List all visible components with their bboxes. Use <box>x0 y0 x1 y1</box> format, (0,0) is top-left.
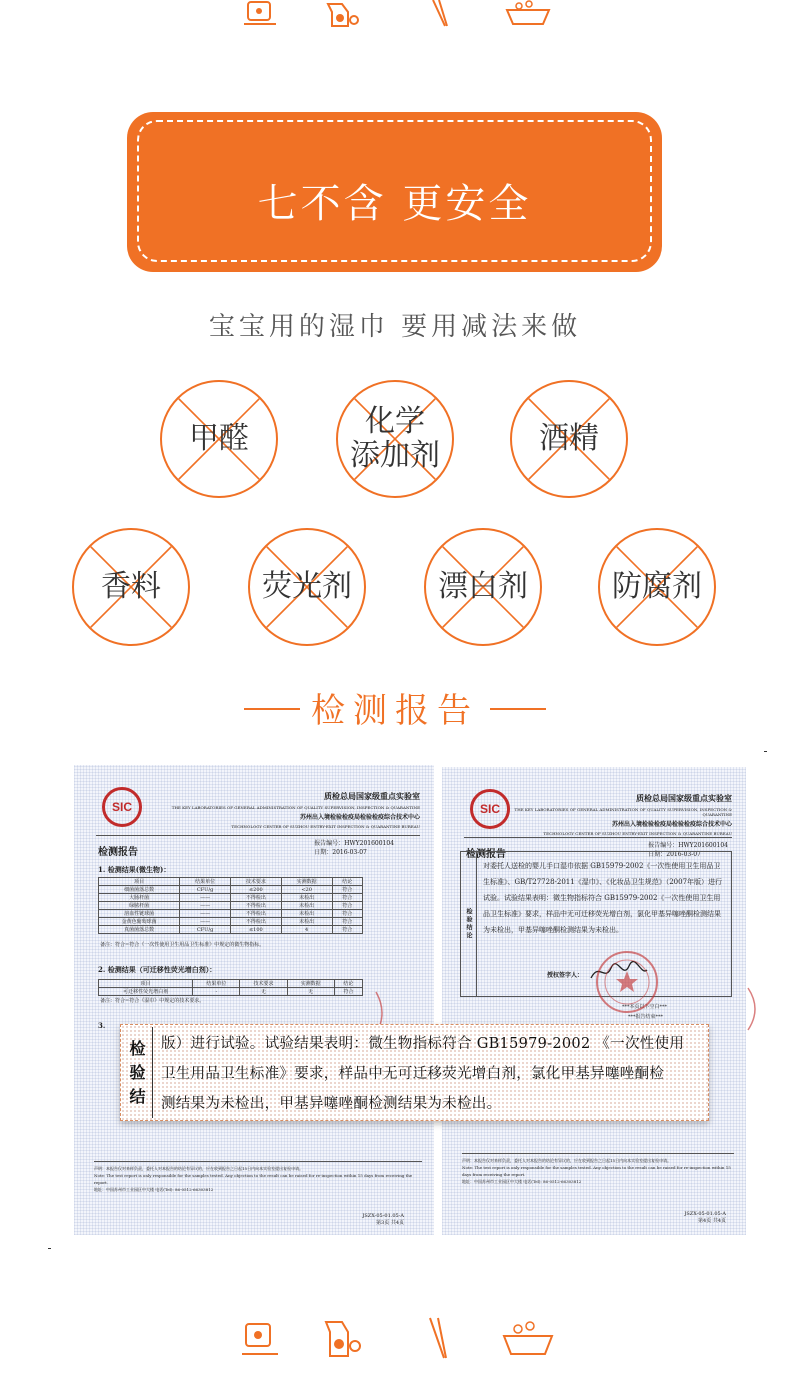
table-cell: 细菌菌落总数 <box>99 886 180 894</box>
subtitle: 宝宝用的湿巾 要用减法来做 <box>208 312 582 342</box>
report-heading: 检测报告 <box>466 849 506 860</box>
table-header-row <box>99 878 363 886</box>
no-fragrance-badge <box>72 528 190 646</box>
table-header-cell: 技术要求 <box>240 980 287 988</box>
lab-center-cn: 苏州出入境检验检疫局检验检疫综合技术中心 <box>611 821 732 828</box>
table-cell: 符合 <box>332 902 363 910</box>
badge-label <box>600 530 714 644</box>
no-formaldehyde-badge <box>160 380 278 498</box>
lab-name-en: THE KEY LABORATORIES OF GENERAL ADMINISTRATION OF QUALITY SUPERVISION, INSPECTION & QUARANTINE <box>171 805 420 810</box>
table-cell: 符合 <box>334 988 362 996</box>
table-cell: ≤100 <box>230 926 281 934</box>
table-cell: 符合 <box>332 918 363 926</box>
side-char: 结 <box>129 1086 146 1106</box>
bathtub-icon <box>502 1320 554 1360</box>
report-date: 日期：2016-03-07 <box>648 851 701 858</box>
spray-bottle-icon <box>320 1316 364 1360</box>
lab-logo-icon: SIC <box>470 789 510 829</box>
badge-label-line-1: 化学 <box>365 404 425 439</box>
banner-title: 七不含 更安全 <box>257 181 532 227</box>
report-number: 报告编号：HWY201600104 <box>648 842 728 849</box>
table-1-note: 备注：符合=符合《一次性使用卫生用品卫生标准》中规定的微生物指标。 <box>100 942 265 948</box>
lab-center-en: TECHNOLOGY CENTER OF SUZHOU ENTRY-EXIT INSPECTION & QUARANTINE BUREAU <box>543 831 732 836</box>
table-cell: —— <box>180 918 231 926</box>
table-header-cell: 项目 <box>99 980 193 988</box>
no-alcohol-badge <box>510 380 628 498</box>
table-row <box>99 926 363 934</box>
table-cell: 大肠杆菌 <box>99 894 180 902</box>
table-header-cell: 技术要求 <box>230 878 281 886</box>
table-cell: 真菌菌落总数 <box>99 926 180 934</box>
no-chemical-additive-badge <box>336 380 454 498</box>
table-cell: <20 <box>281 886 332 894</box>
section-title: 检测报告 <box>311 691 479 731</box>
table-cell: 未检出 <box>281 894 332 902</box>
table-header-cell: 实测数据 <box>281 878 332 886</box>
table-cell: 无 <box>240 988 287 996</box>
report-date: 日期：2016-03-07 <box>314 849 367 856</box>
no-preservative-badge <box>598 528 716 646</box>
lab-name-cn: 质检总局国家级重点实验室 <box>636 793 732 803</box>
table-cell: 不得检出 <box>230 894 281 902</box>
tweezers-icon <box>425 0 455 28</box>
footer-address: 地址：中国苏州市工业园区中大楼 电话(Tel): 86-0512-66303812 <box>94 1187 214 1192</box>
table-header-cell: 结论 <box>334 980 362 988</box>
tweezers-icon <box>424 1316 454 1360</box>
badge-label <box>162 382 276 496</box>
table-row <box>99 918 363 926</box>
table-cell: 绿脓杆菌 <box>99 902 180 910</box>
badge-label-line-1: 香料 <box>101 569 161 604</box>
side-char: 验 <box>129 1062 146 1082</box>
report-meta <box>314 839 394 857</box>
bathtub-icon <box>505 0 551 28</box>
lab-name-en: THE KEY LABORATORIES OF GENERAL ADMINISTRATION OF QUALITY SUPERVISION, INSPECTION & QUARANTINE <box>514 807 732 817</box>
header-rule <box>96 835 420 836</box>
table-cell: 4 <box>281 926 332 934</box>
kettle-icon <box>238 1316 282 1360</box>
lab-logo-icon: SIC <box>102 787 142 827</box>
table-cell: ≤200 <box>230 886 281 894</box>
edge-seal-right-icon <box>746 984 764 1034</box>
footer-en: Note: The test report is only responsible for the samples tested. Any objection to the result can be raised for re-inspection within 15 days from receiving the report. <box>462 1165 731 1177</box>
table-cell: CFU/g <box>180 886 231 894</box>
table-header-cell: 实测数据 <box>287 980 334 988</box>
table-cell: —— <box>180 910 231 918</box>
lab-center-cn: 苏州出入境检验检疫局检验检疫综合技术中心 <box>299 814 420 821</box>
badge-label <box>74 530 188 644</box>
footer-rule <box>94 1161 422 1162</box>
badge-label <box>512 382 626 496</box>
page-number <box>684 1211 726 1225</box>
table-cell: 未检出 <box>281 918 332 926</box>
lab-name <box>170 791 420 829</box>
footer-rule <box>462 1153 734 1154</box>
footer-cn: 声明：本报告仅对来样负责，委托人对本报告的结论有异议的，应在收到报告之日起15日内向本实验室提出复检申请。 <box>94 1166 304 1171</box>
table-cell: - <box>193 988 240 996</box>
lab-name-cn: 质检总局国家级重点实验室 <box>324 791 420 801</box>
brightener-results-table <box>98 979 363 996</box>
section-line-right <box>490 708 546 710</box>
footer-address: 地址：中国苏州市工业园区中大楼 电话(Tel): 86-0512-66303812 <box>462 1179 582 1184</box>
table-cell: 符合 <box>332 926 363 934</box>
table-header-cell: 结果单位 <box>193 980 240 988</box>
form-number: JSZX-05-01.05-A <box>362 1213 404 1219</box>
section-1-label: 1. 检测结果(微生物)： <box>98 865 171 874</box>
table-header-cell: 项目 <box>99 878 180 886</box>
magnified-text <box>161 1029 704 1119</box>
table-cell: 不得检出 <box>230 910 281 918</box>
table-header-cell: 结论 <box>332 878 363 886</box>
badge-label <box>426 530 540 644</box>
official-seal-icon <box>592 947 662 1017</box>
magnified-line-1: 版）进行试验。试验结果表明：微生物指标符合 GB15979-2002 《一次性使用 <box>161 1036 685 1052</box>
report-heading: 检测报告 <box>98 847 138 858</box>
table-row <box>99 988 363 996</box>
footer-en: Note: The test report is only responsible for the samples tested. Any objection to the result can be raised for re-inspection within 15 days from receiving the report. <box>94 1173 413 1185</box>
conclusion-side-label: 检验结论 <box>461 852 477 996</box>
table-cell: 不得检出 <box>230 902 281 910</box>
microbe-results-table <box>98 877 363 934</box>
spray-bottle-icon <box>322 0 362 28</box>
badge-label <box>250 530 364 644</box>
badge-label-line-2: 添加剂 <box>350 438 440 473</box>
form-number: JSZX-05-01.05-A <box>684 1211 726 1217</box>
kettle-icon <box>240 0 280 28</box>
table-cell: 可迁移性荧光增白剂 <box>99 988 193 996</box>
table-cell: —— <box>180 894 231 902</box>
table-cell: 符合 <box>332 910 363 918</box>
table-row <box>99 910 363 918</box>
badge-label-line-1: 酒精 <box>539 421 599 456</box>
report-footer <box>94 1165 422 1193</box>
table-row <box>99 886 363 894</box>
side-char: 检 <box>129 1038 146 1058</box>
no-fluorescent-agent-badge <box>248 528 366 646</box>
magnified-conclusion <box>120 1024 709 1121</box>
no-bleach-badge <box>424 528 542 646</box>
top-decoration <box>0 0 790 40</box>
table-cell: —— <box>180 902 231 910</box>
magnified-side-label <box>123 1027 153 1118</box>
signer-label: 授权签字人： <box>547 972 584 979</box>
report-footer <box>462 1157 734 1185</box>
table-header-row <box>99 980 363 988</box>
table-cell: 符合 <box>332 886 363 894</box>
table-cell: 溶血性链球菌 <box>99 910 180 918</box>
table-cell: 金黄色葡萄球菌 <box>99 918 180 926</box>
blank-below-note: ***本页以下空白*** <box>622 1004 668 1010</box>
badge-label-line-1: 荧光剂 <box>262 569 352 604</box>
badge-label-line-1: 防腐剂 <box>612 569 702 604</box>
page-number <box>362 1213 404 1227</box>
headline-banner <box>127 112 662 272</box>
badge-label <box>338 382 452 496</box>
magnified-line-3: 测结果为未检出，甲基异噻唑酮检测结果为未检出。 <box>161 1096 502 1112</box>
magnified-line-2: 卫生用品卫生标准》要求，样品中无可迁移荧光增白剂，氯化甲基异噻唑酮检 <box>161 1066 665 1082</box>
badge-label-line-1: 漂白剂 <box>438 569 528 604</box>
section-3-label: 3. <box>98 1021 106 1030</box>
page-count: 第3页 共4页 <box>376 1220 404 1226</box>
report-number: 报告编号：HWY201600104 <box>314 840 394 847</box>
footer-cn: 声明：本报告仅对来样负责，委托人对本报告的结论有异议的，应在收到报告之日起15日内向本实验室提出复检申请。 <box>462 1158 672 1163</box>
test-report-area <box>44 748 764 1258</box>
table-row <box>99 902 363 910</box>
conclusion-text: 对委托人送检的婴儿手口湿巾依据 GB15979-2002《一次性使用卫生用品卫生标准》、GB/T27728-2011《湿巾》、《化妆品卫生规范》（2007年版）进行试验。试验结果表明：微生物指标符合 GB15979-2002《一次性使用卫生用品卫生标准》要求，样品中无可迁移荧光增白剂，氯化甲基异噻唑酮检测结果为未检出，甲基异噻唑酮检测结果为未检出。 <box>483 862 723 934</box>
lab-name <box>512 793 732 836</box>
table-cell: 不得检出 <box>230 918 281 926</box>
table-cell: 无 <box>287 988 334 996</box>
table-cell: 符合 <box>332 894 363 902</box>
report-end-note: ***报告结束*** <box>628 1014 664 1020</box>
badge-label-line-1: 甲醛 <box>189 421 249 456</box>
header-rule <box>464 837 732 838</box>
table-header-cell: 结果单位 <box>180 878 231 886</box>
table-row <box>99 894 363 902</box>
table-cell: 未检出 <box>281 902 332 910</box>
page-count: 第4页 共4页 <box>698 1218 726 1224</box>
table-2-note: 备注：符合=符合《湿巾》中规定的技术要求。 <box>100 998 205 1004</box>
section-2-label: 2. 检测结果（可迁移性荧光增白剂）： <box>98 965 217 974</box>
lab-center-en: TECHNOLOGY CENTER OF SUZHOU ENTRY-EXIT INSPECTION & QUARANTINE BUREAU <box>231 824 420 829</box>
table-cell: 未检出 <box>281 910 332 918</box>
table-cell: CFU/g <box>180 926 231 934</box>
report-page-right <box>442 767 746 1235</box>
bottom-decoration <box>0 1310 790 1370</box>
